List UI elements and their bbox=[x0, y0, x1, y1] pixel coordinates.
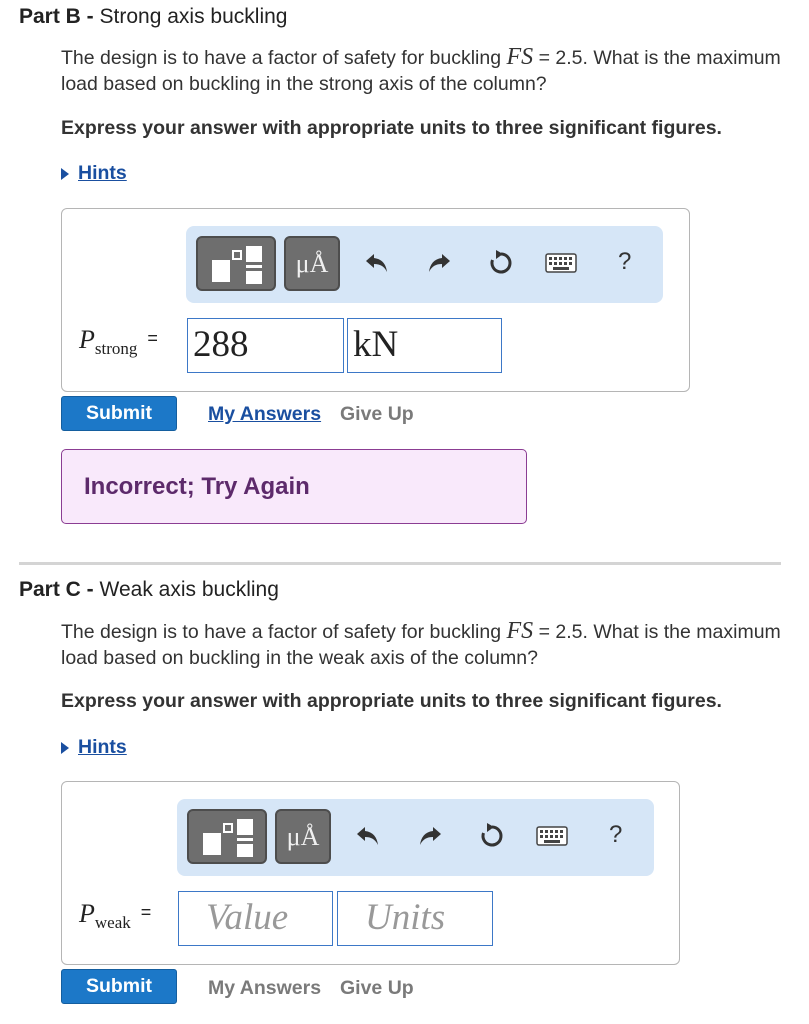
fs-symbol: FS bbox=[506, 44, 534, 70]
part-b-question: The design is to have a factor of safety for buckling FS = 2.5. What is the maximum load based on buckling in the strong axis of the column? bbox=[61, 44, 781, 95]
part-c-toolbar bbox=[177, 799, 654, 876]
part-c-title-text: Weak axis buckling bbox=[99, 578, 279, 601]
templates-icon[interactable] bbox=[196, 236, 276, 291]
units-button[interactable]: μÅ bbox=[284, 236, 340, 291]
part-b-answer-box bbox=[61, 208, 690, 392]
expand-triangle-icon bbox=[61, 742, 69, 754]
reset-icon[interactable] bbox=[475, 819, 509, 853]
part-c-give-up-link[interactable]: Give Up bbox=[340, 977, 414, 999]
part-b-label: Part B - bbox=[19, 5, 94, 28]
part-b-units-input[interactable]: kN bbox=[347, 318, 502, 373]
redo-icon[interactable] bbox=[422, 246, 456, 280]
part-b-title-text: Strong axis buckling bbox=[99, 5, 288, 28]
units-button[interactable]: μÅ bbox=[275, 809, 331, 864]
part-b-hints-toggle[interactable] bbox=[61, 162, 127, 185]
feedback-text: Incorrect; Try Again bbox=[84, 473, 310, 500]
part-c-my-answers-link[interactable]: My Answers bbox=[208, 977, 322, 999]
redo-icon[interactable] bbox=[413, 819, 447, 853]
part-b-submit-button[interactable]: Submit bbox=[61, 396, 177, 431]
part-c-label: Part C - bbox=[19, 578, 94, 601]
undo-icon[interactable] bbox=[360, 246, 394, 280]
keyboard-icon[interactable] bbox=[535, 819, 569, 853]
keyboard-icon[interactable] bbox=[544, 246, 578, 280]
part-b-toolbar bbox=[186, 226, 663, 303]
hints-label: Hints bbox=[78, 162, 127, 184]
part-b-give-up-link[interactable]: Give Up bbox=[340, 403, 414, 425]
part-b-my-answers-link[interactable]: My Answers bbox=[208, 403, 322, 425]
part-c-question: The design is to have a factor of safety for buckling FS = 2.5. What is the maximum load based on buckling in the weak axis of the column? bbox=[61, 618, 781, 669]
part-c-title bbox=[19, 578, 279, 602]
templates-icon[interactable] bbox=[187, 809, 267, 864]
part-c-submit-button[interactable]: Submit bbox=[61, 969, 177, 1004]
fs-symbol: FS bbox=[506, 618, 534, 644]
help-icon[interactable]: ? bbox=[618, 248, 632, 275]
part-c-answer-box bbox=[61, 781, 680, 965]
section-divider bbox=[19, 562, 781, 565]
part-b-value-input[interactable]: 288 bbox=[187, 318, 344, 373]
part-b-variable: $P_{strong}=$ bbox=[79, 325, 158, 358]
part-c-instruction: Express your answer with appropriate units to three significant figures. bbox=[61, 690, 722, 712]
part-c-units-input[interactable]: Units bbox=[337, 891, 493, 946]
expand-triangle-icon bbox=[61, 168, 69, 180]
part-b-instruction: Express your answer with appropriate units to three significant figures. bbox=[61, 117, 722, 139]
undo-icon[interactable] bbox=[351, 819, 385, 853]
help-icon[interactable]: ? bbox=[609, 821, 623, 848]
part-c-hints-toggle[interactable] bbox=[61, 736, 127, 759]
hints-label: Hints bbox=[78, 736, 127, 758]
part-c-value-input[interactable]: Value bbox=[178, 891, 333, 946]
part-b-title bbox=[19, 5, 287, 29]
part-b-feedback bbox=[61, 449, 527, 524]
reset-icon[interactable] bbox=[484, 246, 518, 280]
part-c-variable: $P_{weak}=$ bbox=[79, 899, 152, 932]
